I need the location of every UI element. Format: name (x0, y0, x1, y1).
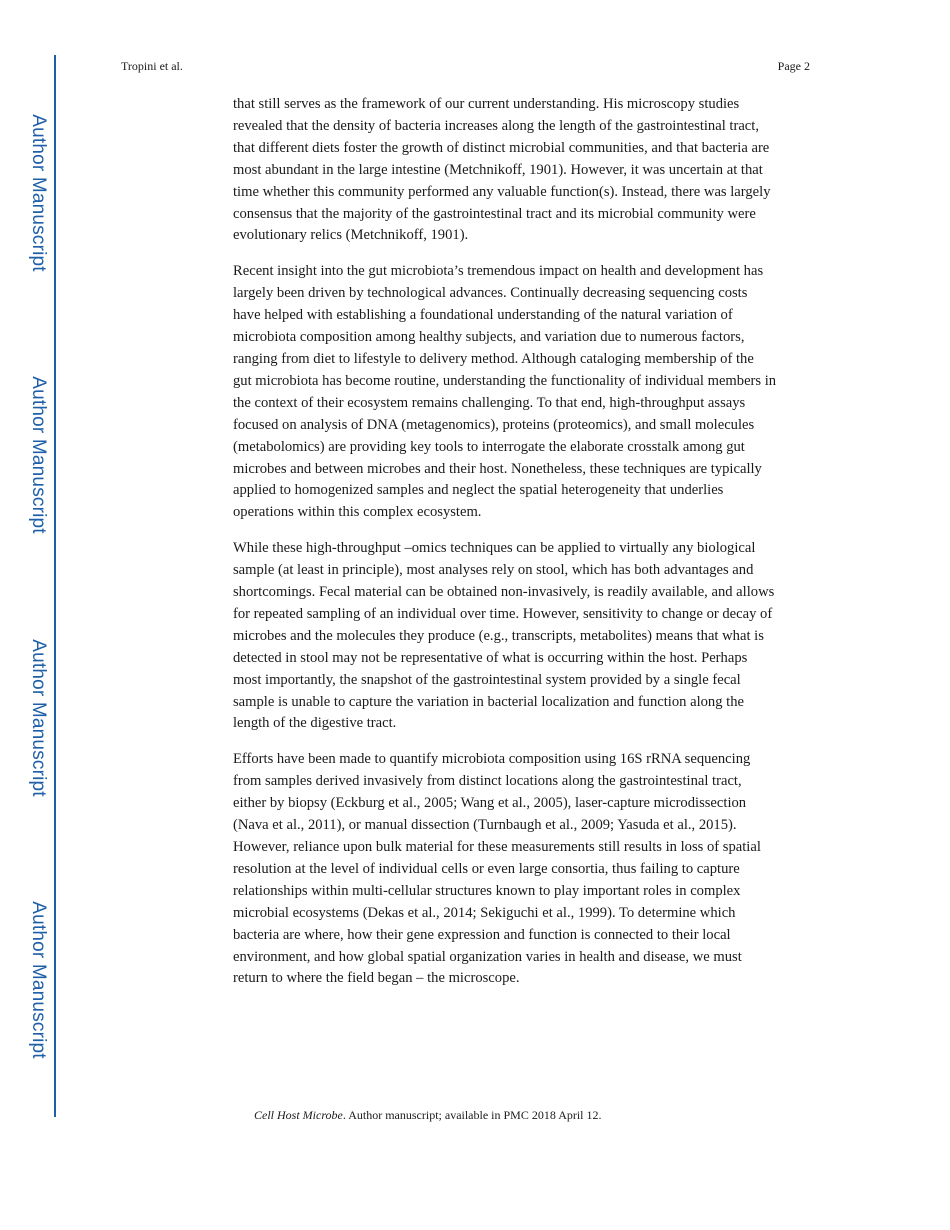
text-line: bacteria are where, how their gene expression and function is connected to their local (233, 926, 731, 943)
article-body (233, 94, 813, 1004)
text-line: consensus that the majority of the gastrointestinal tract and its microbial community were (233, 205, 756, 222)
text-line: environment, and how global spatial organization varies in health and disease, we must (233, 948, 742, 965)
text-line: gut microbiota has become routine, understanding the functionality of individual members in (233, 372, 777, 389)
text-line: sample is unable to capture the variation in bacterial localization and function along the (233, 693, 745, 710)
text-line: the context of their ecosystem remains challenging. To that end, high-throughput assays (233, 394, 746, 411)
paragraph-3 (233, 538, 813, 735)
text-line: ranging from diet to lifestyle to delivery method. Although cataloging membership of the (233, 350, 754, 367)
text-line: microbes and the molecules they produce (e.g., transcripts, metabolites) means that what is (233, 627, 764, 644)
text-line: microbial ecosystems (Dekas et al., 2014; Sekiguchi et al., 1999). To determine which (233, 904, 736, 921)
text-line: length of the digestive tract. (233, 715, 397, 732)
text-line: Recent insight into the gut microbiota’s tremendous impact on health and development has (233, 263, 764, 280)
text-line: revealed that the density of bacteria increases along the length of the gastrointestinal tract, (233, 117, 759, 134)
text-line: time whether this community performed any valuable function(s). Instead, there was largely (233, 183, 771, 200)
text-line: most abundant in the large intestine (Metchnikoff, 1901). However, it was uncertain at that (233, 161, 763, 178)
text-line: detected in stool may not be representative of what is occurring within the host. Perhaps (233, 649, 748, 666)
text-line: from samples derived invasively from distinct locations along the gastrointestinal tract, (233, 773, 742, 790)
text-line: resolution at the level of individual cells or even large consortia, thus failing to capture (233, 860, 740, 877)
journal-name: Cell Host Microbe (254, 1108, 343, 1122)
text-line: operations within this complex ecosystem. (233, 504, 482, 521)
text-line: have helped with establishing a foundational understanding of the natural variation of (233, 307, 733, 324)
text-line: microbiota composition among healthy subjects, and variation due to numerous factors, (233, 329, 745, 346)
text-line: return to where the field began – the microscope. (233, 970, 520, 987)
text-line: However, reliance upon bulk material for these measurements still results in loss of spatial (233, 839, 761, 855)
paragraph-4 (233, 749, 813, 990)
running-head-authors: Tropini et al. (121, 59, 183, 73)
text-line: either by biopsy (Eckburg et al., 2005; Wang et al., 2005), laser-capture microdissection (233, 795, 747, 812)
text-line: applied to homogenized samples and neglect the spatial heterogeneity that underlies (233, 482, 724, 499)
text-line: shortcomings. Fecal material can be obtained non-invasively, is readily available, and allows (233, 584, 775, 601)
paragraph-1 (233, 94, 813, 247)
text-line: (metabolomics) are providing key tools to interrogate the elaborate crosstalk among gut (233, 438, 745, 455)
text-line: While these high-throughput –omics techniques can be applied to virtually any biological (233, 540, 756, 557)
paragraph-2 (233, 261, 813, 524)
text-line: sample (at least in principle), most analyses rely on stool, which has both advantages and (233, 562, 754, 579)
sidebar-rule (54, 55, 56, 1117)
text-line: (Nava et al., 2011), or manual dissection (Turnbaugh et al., 2009; Yasuda et al., 2015). (233, 817, 737, 834)
text-line: Efforts have been made to quantify microbiota composition using 16S rRNA sequencing (233, 751, 751, 768)
text-line: evolutionary relics (Metchnikoff, 1901). (233, 227, 469, 244)
text-line: that still serves as the framework of our current understanding. His microscopy studies (233, 96, 740, 112)
text-line: focused on analysis of DNA (metagenomics), proteins (proteomics), and small molecules (233, 416, 755, 433)
footer-citation (254, 1108, 602, 1123)
text-line: microbes and between microbes and their host. Nonetheless, these techniques are typically (233, 460, 762, 477)
footer-text: . Author manuscript; available in PMC 2018 April 12. (342, 1108, 602, 1122)
text-line: relationships within multi-cellular structures known to play important roles in complex (233, 882, 741, 899)
text-line: that different diets foster the growth of distinct microbial communities, and that bacteria are (233, 139, 770, 156)
text-line: largely been driven by technological advances. Continually decreasing sequencing costs (233, 285, 748, 302)
text-line: most importantly, the snapshot of the gastrointestinal system provided by a single fecal (233, 671, 741, 688)
text-line: for repeated sampling of an individual over time. However, sensitivity to change or decay of (233, 605, 773, 622)
running-head-page: Page 2 (777, 59, 810, 73)
